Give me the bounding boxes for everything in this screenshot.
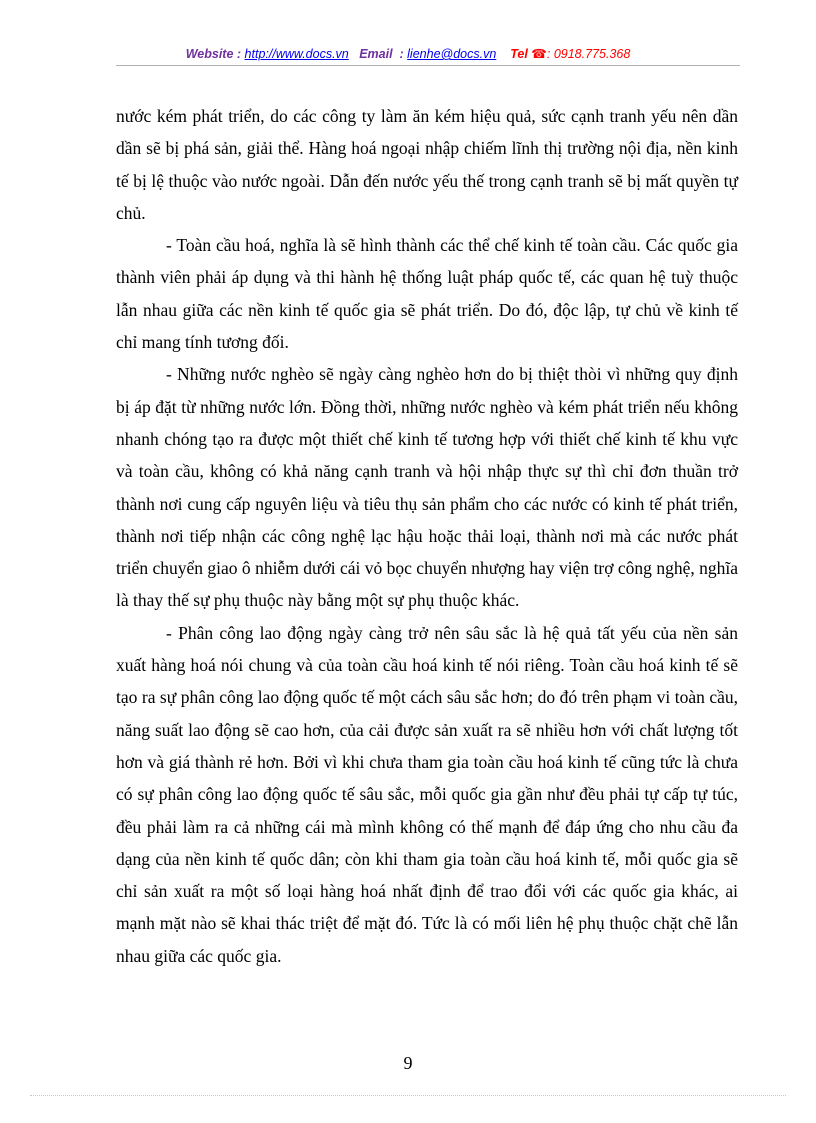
paragraph-continuation: nước kém phát triển, do các công ty làm ăn kém hiệu quả, sức cạnh tranh yếu nên dần dần sẽ bị phá sản, giải thể. Hàng hoá ngoại nhập chiếm lĩnh thị trường nội địa, nền kinh tế bị lệ thuộc vào nước ngoài. Dẫn đến nước yếu thế trong cạnh tranh sẽ bị mất quyền tự chủ.: [116, 106, 738, 223]
email-link[interactable]: lienhe@docs.vn: [407, 47, 497, 61]
document-body: [116, 100, 738, 972]
paragraph-globalization-institutions: - Toàn cầu hoá, nghĩa là sẽ hình thành các thể chế kinh tế toàn cầu. Các quốc gia thành viên phải áp dụng và thi hành hệ thống luật pháp quốc tế, các quan hệ tuỳ thuộc lẫn nhau giữa các nền kinh tế quốc gia sẽ phát triển. Do đó, độc lập, tự chủ về kinh tế chỉ mang tính tương đối.: [116, 235, 738, 353]
page-number: 9: [403, 1053, 413, 1073]
website-label: Website :: [185, 47, 242, 61]
paragraph-poor-countries: - Những nước nghèo sẽ ngày càng nghèo hơn do bị thiệt thòi vì những quy định bị áp đặt từ những nước lớn. Đồng thời, những nước nghèo và kém phát triển nếu không nhanh chóng tạo ra được một thiết chế kinh tế tương hợp với thiết chế kinh tế khu vực và toàn cầu, không có khả năng cạnh tranh và hội nhập thực sự thì chỉ đơn thuần trở thành nơi cung cấp nguyên liệu và tiêu thụ sản phẩm cho các nước có kinh tế phát triển, thành nơi tiếp nhận các công nghệ lạc hậu hoặc thải loại, thành nơi mà các nước phát triển chuyển giao ô nhiễm dưới cái vỏ bọc chuyển nhượng hay viện trợ công nghệ, nghĩa là thay thế sự phụ thuộc này bằng một sự phụ thuộc khác.: [116, 364, 738, 611]
header-divider: [116, 65, 740, 66]
tel-separator: :: [546, 47, 551, 61]
website-link[interactable]: http://www.docs.vn: [244, 47, 349, 61]
phone-number: 0918.775.368: [553, 47, 631, 61]
tel-label: Tel ☎: [510, 47, 547, 61]
paragraph-labor-division: - Phân công lao động ngày càng trở nên sâu sắc là hệ quả tất yếu của nền sản xuất hàng hoá nói chung và của toàn cầu hoá kinh tế nói riêng. Toàn cầu hoá kinh tế sẽ tạo ra sự phân công lao động quốc tế một cách sâu sắc hơn; do đó trên phạm vi toàn cầu, năng suất lao động sẽ cao hơn, của cải được sản xuất ra sẽ nhiều hơn với chất lượng tốt hơn và giá thành rẻ hơn. Bởi vì khi chưa tham gia toàn cầu hoá kinh tế cũng tức là chưa có sự phân công lao động quốc tế sâu sắc, mỗi quốc gia gần như đều phải tự cấp tự túc, đều phải làm ra cả những cái mà mình không có thế mạnh để đáp ứng cho nhu cầu đa dạng của nền kinh tế quốc dân; còn khi tham gia toàn cầu hoá kinh tế, mỗi quốc gia sẽ chỉ sản xuất ra một số loại hàng hoá nhất định để trao đổi với các quốc gia khác, ai mạnh mặt nào sẽ khai thác triệt để mặt đó. Tức là có mối liên hệ phụ thuộc chặt chẽ lẫn nhau giữa các quốc gia.: [116, 622, 738, 966]
page-header: [0, 46, 816, 61]
footer-divider: [30, 1095, 786, 1096]
email-separator: :: [399, 47, 404, 61]
email-label: Email: [359, 47, 393, 61]
